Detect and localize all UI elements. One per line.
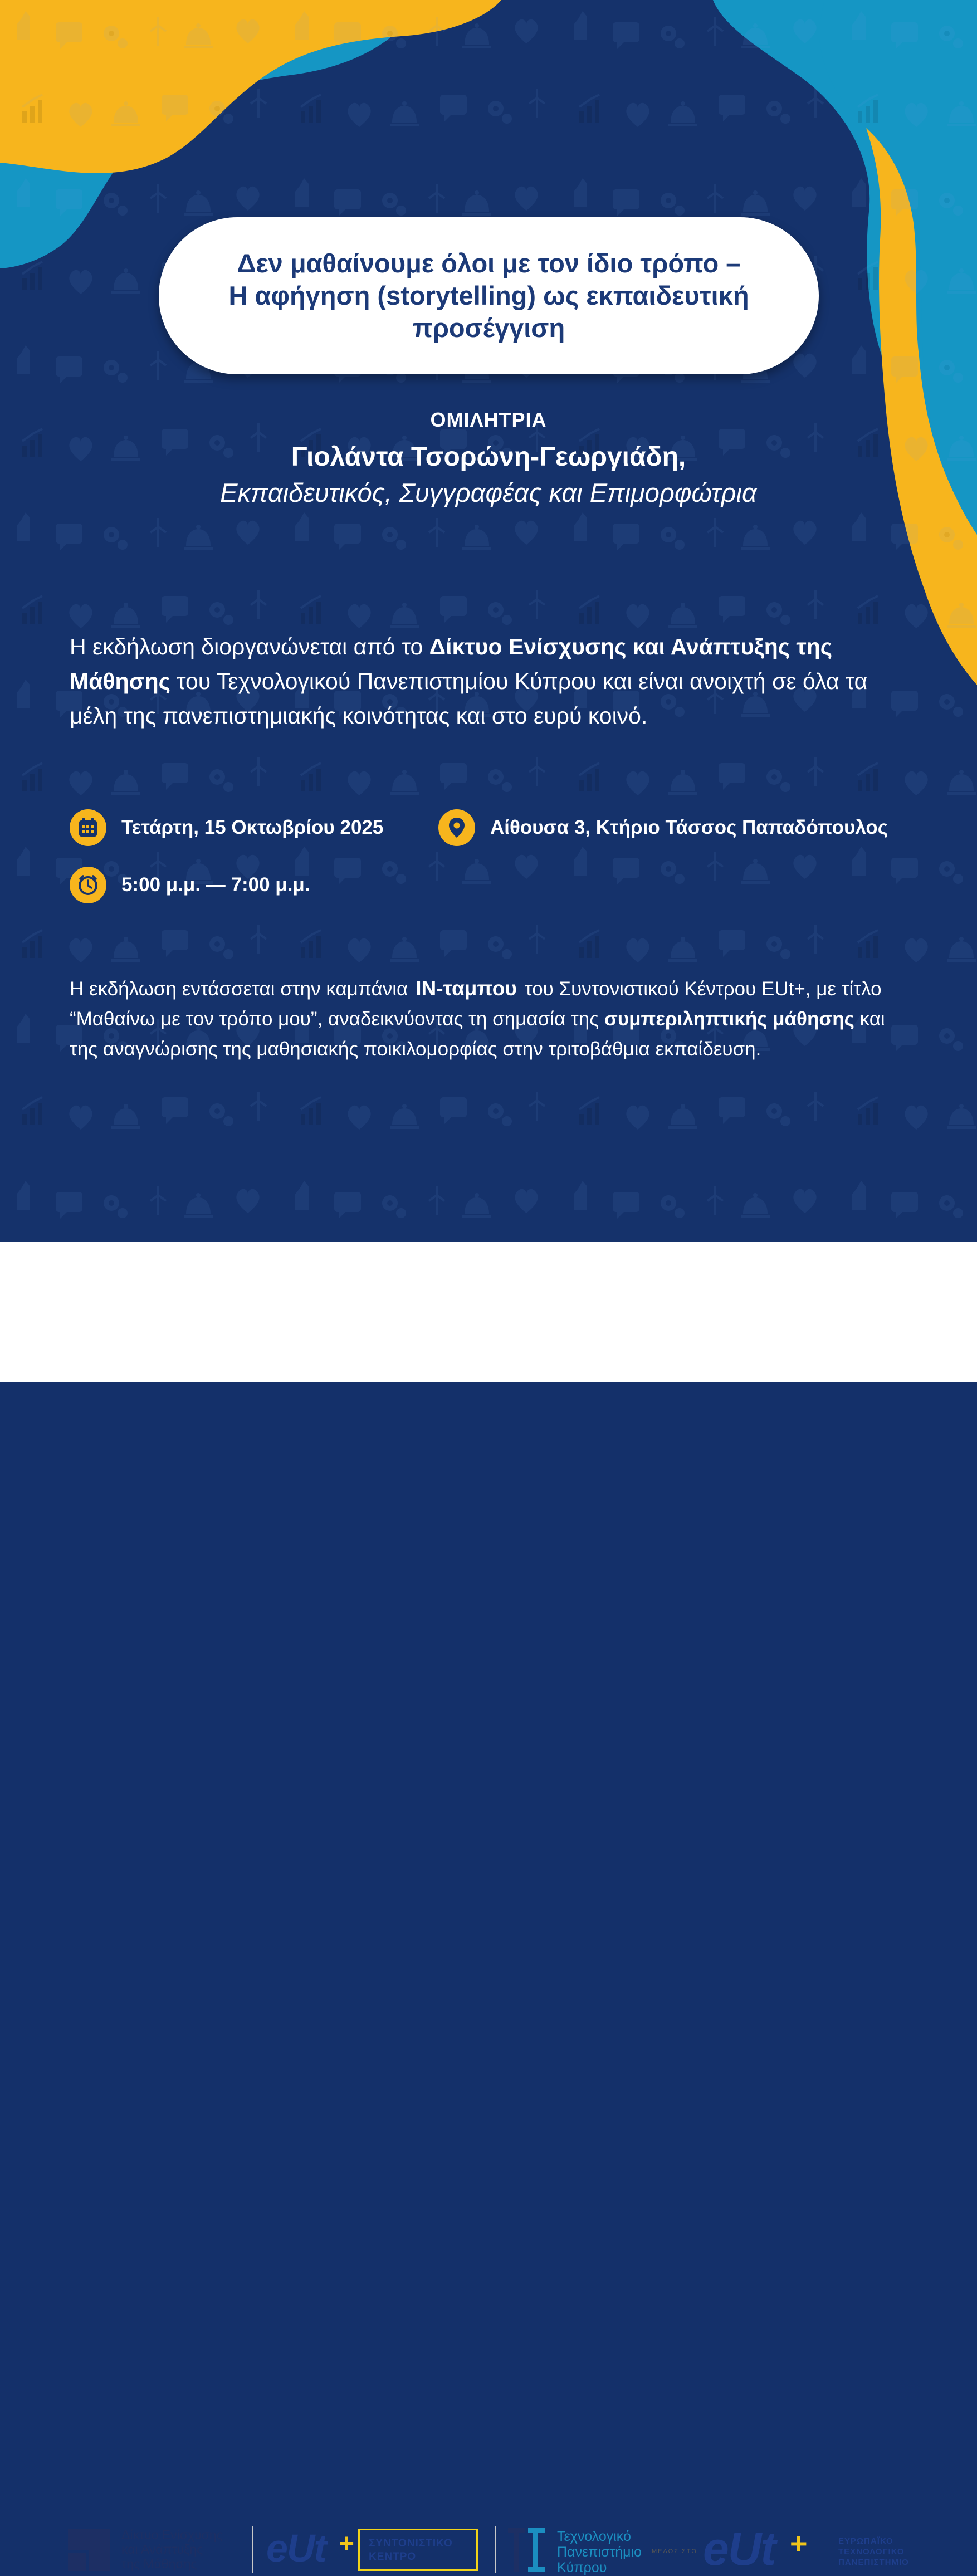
coord-line-1: ΣΥΝΤΟΝΙΣΤΙΚΟ	[369, 2538, 453, 2549]
eut-logo-2: eUt	[703, 2523, 775, 2575]
tepak-logo-icon	[508, 2528, 545, 2572]
network-logo-icon	[68, 2529, 110, 2571]
eut-logo-1: eUt	[266, 2526, 326, 2570]
campaign-text-2: του Συντονιστικού Κέντρου EUt+, με τίτλο “Μαθαίνω με τον τρόπο μου”, αναδεικνύοντας τη σημασία της	[70, 978, 882, 1030]
title-line-2: Η αφήγηση (storytelling) ως εκπαιδευτική	[228, 281, 749, 310]
speaker-role: Εκπαιδευτικός, Συγγραφέας και Επιμορφώτρια	[220, 478, 757, 507]
speaker-name: Γιολάντα Τσορώνη-Γεωργιάδη,	[291, 442, 686, 472]
date-row	[70, 809, 383, 846]
tepak-line-2: Πανεπιστήμιο	[557, 2544, 642, 2560]
member-label: ΜΕΛΟΣ ΣΤΟ	[652, 2548, 697, 2555]
intro-text-2: του Τεχνολογικού Πανεπιστημίου Κύπρου και είναι ανοιχτή σε όλα τα μέλη της πανεπιστημιακής κοινότητας και στο ευρύ κοινό.	[70, 668, 868, 729]
eut-uni-line-2: ΤΕΧΝΟΛΟΓΙΚΟ	[838, 2547, 905, 2557]
location-row	[438, 809, 888, 846]
campaign-paragraph	[70, 974, 916, 1064]
network-line-2: και Ανάπτυξης	[121, 2542, 203, 2557]
eut-plus-icon: +	[339, 2529, 355, 2559]
eut-uni-line-3: ΠΑΝΕΠΙΣΤΗΜΙΟ	[838, 2558, 909, 2567]
time-row	[70, 867, 310, 903]
eut-uni-line-1: ΕΥΡΩΠΑΪΚΟ	[838, 2536, 893, 2546]
poster-background	[0, 0, 977, 1242]
location-pin-icon	[438, 809, 475, 846]
eut-plus-icon: +	[790, 2527, 808, 2560]
campaign-text-1: Η εκδήλωση εντάσσεται στην καμπάνια	[70, 978, 408, 1000]
tepak-line-1: Τεχνολογικό	[557, 2529, 631, 2544]
network-name: Δίκτυο Ενίσχυσης και Ανάπτυξης της Μάθησης	[70, 634, 833, 694]
coord-line-2: ΚΕΝΤΡΟ	[369, 2551, 417, 2563]
speaker-label: ΟΜΙΛΗΤΡΙΑ	[430, 408, 547, 431]
network-line-3: της Μάθησης	[121, 2557, 197, 2571]
divider	[495, 2526, 496, 2573]
event-date: Τετάρτη, 15 Οκτωβρίου 2025	[121, 817, 384, 838]
coordination-center-box	[358, 2529, 478, 2571]
event-time: 5:00 μ.μ. — 7:00 μ.μ.	[121, 874, 310, 896]
title-card	[159, 217, 819, 374]
intro-paragraph	[70, 629, 905, 733]
campaign-text-3: και της αναγνώρισης της μαθησιακής ποικιλομορφίας στην τριτοβάθμια εκπαίδευση.	[70, 1008, 885, 1060]
tepak-logo-text	[557, 2529, 642, 2575]
calendar-icon	[70, 809, 106, 846]
network-logo-text	[121, 2528, 223, 2571]
footer-logos	[0, 1242, 977, 2575]
event-location: Αίθουσα 3, Κτήριο Τάσσος Παπαδόπουλος	[490, 817, 888, 838]
divider	[252, 2526, 253, 2573]
title-line-1: Δεν μαθαίνουμε όλοι με τον ίδιο τρόπο –	[237, 248, 741, 278]
inclusive-learning: συμπεριληπτικής μάθησης	[604, 1008, 854, 1030]
tepak-line-3: Κύπρου	[557, 2560, 607, 2575]
network-line-1: Δίκτυο Ενίσχυσης	[121, 2528, 223, 2542]
speaker-section	[0, 407, 977, 510]
intro-text-1: Η εκδήλωση διοργανώνεται από το	[70, 634, 429, 659]
clock-icon	[70, 867, 106, 903]
campaign-brand: ΙΝ-ταμπου	[416, 977, 517, 1000]
eut-university-text	[838, 2536, 909, 2568]
title-line-3: προσέγγιση	[412, 313, 565, 343]
